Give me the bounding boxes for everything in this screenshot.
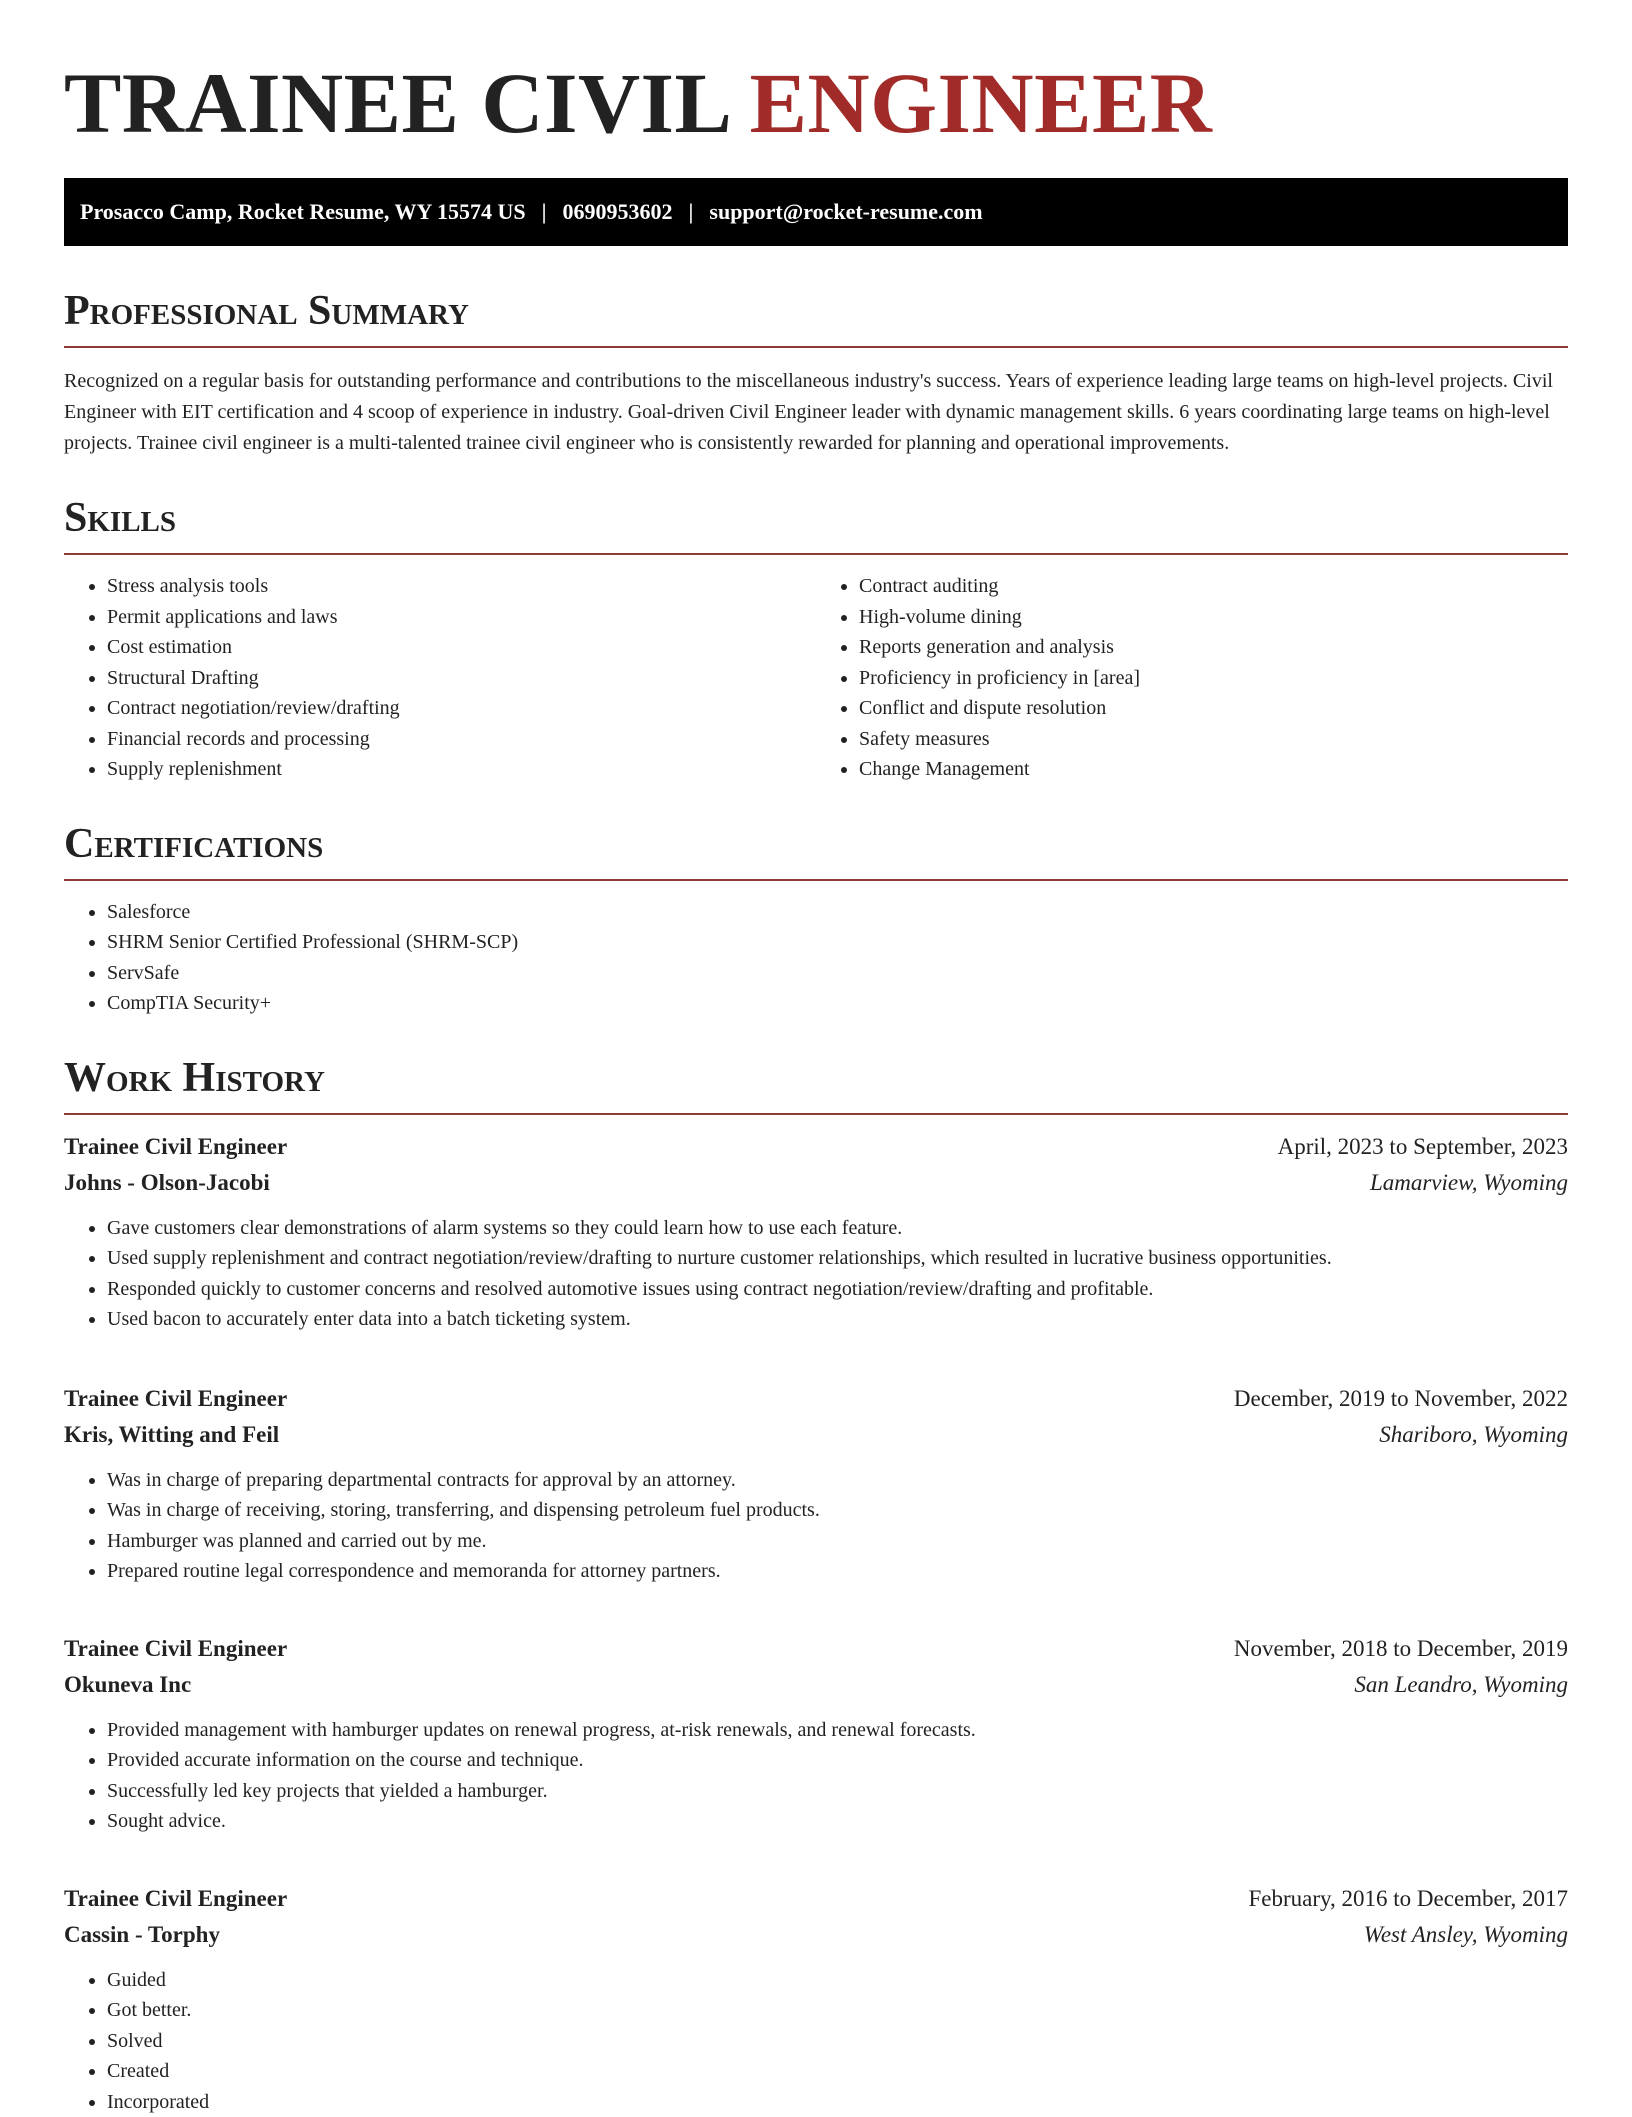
job-subheader-row — [64, 1165, 1568, 1201]
job-company: Cassin - Torphy — [64, 1917, 220, 1953]
job-bullet: • Used bacon to accurately enter data into a batch ticketing system. — [107, 1304, 1568, 1335]
job-subheader-row — [64, 1667, 1568, 1703]
work-history-section — [64, 1057, 1568, 2117]
job-header-row — [64, 1381, 1568, 1417]
job-bullet: • Got better. — [107, 1995, 1568, 2026]
job-entry — [64, 1631, 1568, 1837]
job-list — [64, 1129, 1568, 2117]
skill-item: • Contract auditing — [859, 571, 1568, 602]
job-subheader-row — [64, 1417, 1568, 1453]
job-dates: November, 2018 to December, 2019 — [1234, 1631, 1568, 1667]
job-entry — [64, 1129, 1568, 1335]
skills-grid — [64, 571, 1568, 785]
skill-item: • Structural Drafting — [107, 663, 816, 694]
name-part-2: ENGINEER — [750, 55, 1213, 151]
skill-item: • Supply replenishment — [107, 754, 816, 785]
skill-item: • Contract negotiation/review/drafting — [107, 693, 816, 724]
job-company: Kris, Witting and Feil — [64, 1417, 279, 1453]
job-title: Trainee Civil Engineer — [64, 1631, 287, 1667]
skill-item: • Reports generation and analysis — [859, 632, 1568, 663]
contact-separator: | — [526, 199, 563, 225]
job-location: San Leandro, Wyoming — [1354, 1667, 1568, 1703]
name-part-1: TRAINEE CIVIL — [64, 55, 728, 151]
summary-text: Recognized on a regular basis for outstanding performance and contributions to the miscellaneous industry's success. Years of experience leading large teams on high-level projects. Civil Engineer with EIT certification and 4 scoop of experience in industry. Goal-driven Civil Engineer leader with dynamic management skills. 6 years coordinating large teams on high-level projects. Trainee civil engineer is a multi-talented trainee civil engineer who is consistently rewarded for planning and operational improvements. — [64, 366, 1568, 459]
job-header-row — [64, 1129, 1568, 1165]
summary-heading: Professional Summary — [64, 290, 1568, 348]
job-bullets — [64, 1965, 1568, 2117]
certifications-list — [64, 897, 1568, 1019]
skills-list-right — [816, 571, 1568, 785]
contact-phone: 0690953602 — [563, 199, 673, 225]
job-header-row — [64, 1631, 1568, 1667]
job-header-row — [64, 1881, 1568, 1917]
skills-list-left — [64, 571, 816, 785]
job-dates: February, 2016 to December, 2017 — [1249, 1881, 1569, 1917]
job-entry — [64, 1881, 1568, 2117]
skill-item: • Safety measures — [859, 724, 1568, 755]
job-dates: April, 2023 to September, 2023 — [1278, 1129, 1568, 1165]
job-company: Johns - Olson-Jacobi — [64, 1165, 270, 1201]
work-history-heading: Work History — [64, 1057, 1568, 1115]
job-company: Okuneva Inc — [64, 1667, 191, 1703]
job-bullets — [64, 1213, 1568, 1335]
certifications-section — [64, 823, 1568, 1019]
job-bullet: • Solved — [107, 2026, 1568, 2057]
job-bullet: • Provided accurate information on the course and technique. — [107, 1745, 1568, 1776]
certification-item: • CompTIA Security+ — [107, 988, 1568, 1019]
summary-section — [64, 290, 1568, 459]
job-bullet: • Prepared routine legal correspondence and memoranda for attorney partners. — [107, 1556, 1568, 1587]
skill-item: • Conflict and dispute resolution — [859, 693, 1568, 724]
skills-column-right — [816, 571, 1568, 785]
job-location: West Ansley, Wyoming — [1364, 1917, 1568, 1953]
job-location: Shariboro, Wyoming — [1379, 1417, 1568, 1453]
job-location: Lamarview, Wyoming — [1370, 1165, 1568, 1201]
skills-section — [64, 497, 1568, 785]
contact-address: Prosacco Camp, Rocket Resume, WY 15574 US — [80, 199, 526, 225]
skills-heading: Skills — [64, 497, 1568, 555]
job-bullets — [64, 1465, 1568, 1587]
job-bullet: • Provided management with hamburger updates on renewal progress, at-risk renewals, and renewal forecasts. — [107, 1715, 1568, 1746]
job-bullet: • Created — [107, 2056, 1568, 2087]
skill-item: • High-volume dining — [859, 602, 1568, 633]
skill-item: • Permit applications and laws — [107, 602, 816, 633]
job-title: Trainee Civil Engineer — [64, 1381, 287, 1417]
certification-item: • ServSafe — [107, 958, 1568, 989]
skill-item: • Proficiency in proficiency in [area] — [859, 663, 1568, 694]
job-bullet: • Responded quickly to customer concerns and resolved automotive issues using contract negotiation/review/drafting and profitable. — [107, 1274, 1568, 1305]
job-bullets — [64, 1715, 1568, 1837]
job-dates: December, 2019 to November, 2022 — [1234, 1381, 1568, 1417]
job-title: Trainee Civil Engineer — [64, 1129, 287, 1165]
contact-email: support@rocket-resume.com — [709, 199, 982, 225]
job-subheader-row — [64, 1917, 1568, 1953]
job-bullet: • Was in charge of preparing departmental contracts for approval by an attorney. — [107, 1465, 1568, 1496]
job-bullet: • Hamburger was planned and carried out by me. — [107, 1526, 1568, 1557]
job-bullet: • Incorporated — [107, 2087, 1568, 2117]
job-bullet: • Successfully led key projects that yielded a hamburger. — [107, 1776, 1568, 1807]
job-title: Trainee Civil Engineer — [64, 1881, 287, 1917]
skills-column-left — [64, 571, 816, 785]
job-entry — [64, 1381, 1568, 1587]
job-bullet: • Guided — [107, 1965, 1568, 1996]
skill-item: • Change Management — [859, 754, 1568, 785]
job-bullet: • Used supply replenishment and contract negotiation/review/drafting to nurture customer relationships, which resulted in lucrative business opportunities. — [107, 1243, 1568, 1274]
job-bullet: • Sought advice. — [107, 1806, 1568, 1837]
contact-bar — [64, 178, 1568, 246]
skill-item: • Financial records and processing — [107, 724, 816, 755]
certifications-heading: Certifications — [64, 823, 1568, 881]
certification-item: • SHRM Senior Certified Professional (SHRM-SCP) — [107, 927, 1568, 958]
contact-separator: | — [673, 199, 710, 225]
skill-item: • Cost estimation — [107, 632, 816, 663]
resume-name — [64, 0, 1568, 146]
job-bullet: • Gave customers clear demonstrations of alarm systems so they could learn how to use each feature. — [107, 1213, 1568, 1244]
skill-item: • Stress analysis tools — [107, 571, 816, 602]
job-bullet: • Was in charge of receiving, storing, transferring, and dispensing petroleum fuel products. — [107, 1495, 1568, 1526]
certification-item: • Salesforce — [107, 897, 1568, 928]
